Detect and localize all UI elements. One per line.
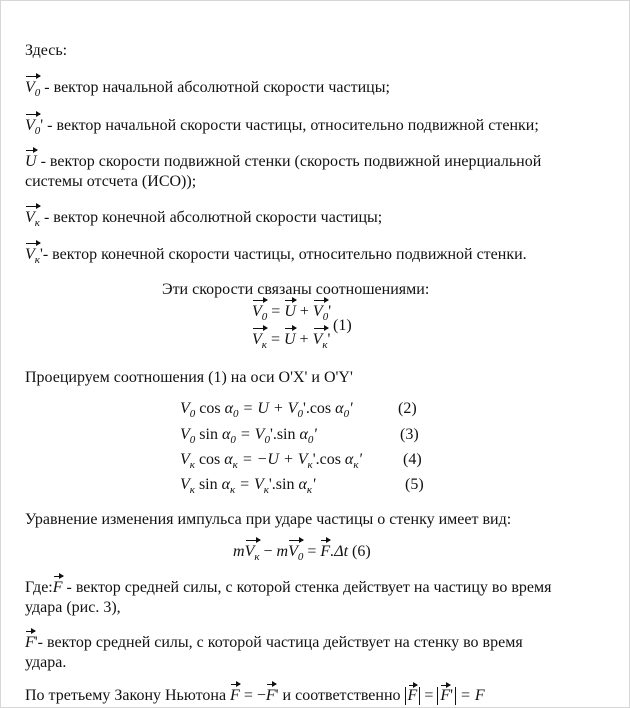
fprime-line: F'- вектор средней силы, с которой частица действует на стенку во время bbox=[25, 634, 523, 651]
equation-3-number: (3) bbox=[400, 426, 419, 443]
def-v0-prime-text: - вектор начальной скорости частицы, относительно подвижной стенки; bbox=[43, 117, 539, 134]
fprime-line-2: удара. bbox=[25, 654, 67, 671]
where-line: Где:F - вектор средней силы, с которой стенка действует на частицу во время bbox=[25, 579, 552, 596]
equation-5-number: (5) bbox=[405, 476, 424, 493]
def-v0-prime: $V_0'$ - вектор начальной скорости частицы, относительно подвижной стенки; bbox=[25, 117, 539, 137]
momentum-equation: $mV_к - mV_0 = F.\Delta t$ (6) bbox=[233, 543, 371, 563]
def-v0-text: - вектор начальной абсолютной скорости частицы; bbox=[40, 79, 390, 96]
equation-4: $V_к$ $\cos \alpha_к = -U + V_к'.\cos$ $\alpha_к'$ bbox=[180, 451, 362, 471]
system-line-1: $V_0 = U + V_0'$ bbox=[252, 303, 332, 323]
def-vk-prime: $V_к'-$ вектор конечной скорости частицы, относительно подвижной стенки. bbox=[25, 246, 527, 266]
vk-prime-vector-symbol: $V_к$ bbox=[25, 246, 40, 266]
def-vk-prime-text: - вектор конечной скорости частицы, относительно подвижной стенки. bbox=[42, 246, 527, 263]
newton-line: По третьему Закону Ньютона F = −F' и соответственно F = F' = F bbox=[25, 687, 485, 704]
f-prime-vector-symbol: F bbox=[25, 634, 35, 651]
def-vk bbox=[25, 208, 382, 228]
v0-vector-symbol: $V_0$ bbox=[25, 79, 41, 99]
system-line-2: $V_к = U + V_к'$ bbox=[252, 331, 331, 351]
relations-heading: Эти скорости связаны соотношениями: bbox=[162, 281, 430, 298]
where-line-2: удара (рис. 3), bbox=[25, 599, 121, 616]
equation-3: $V_0$ $\sin \alpha_0 = V_0'.\sin$ $\alpha_0'$ bbox=[180, 426, 317, 446]
def-u-text: - вектор скорости подвижной стенки (скорость подвижной инерциальной bbox=[36, 153, 542, 170]
def-v0 bbox=[25, 78, 390, 98]
def-u bbox=[25, 152, 541, 172]
f-vector-symbol: F bbox=[52, 579, 63, 596]
equation-5: $V_к$ $\sin \alpha_к = V_к'.\sin$ $\alpha_к'$ bbox=[180, 476, 316, 496]
momentum-text: Уравнение изменения импульса при ударе частицы о стенку имеет вид: bbox=[25, 511, 512, 528]
intro-text: Здесь: bbox=[25, 42, 68, 59]
projection-text: Проецируем соотношения (1) на оси O'X' и O'Y' bbox=[25, 369, 353, 386]
def-vk-text: - вектор конечной абсолютной скорости частицы; bbox=[39, 209, 383, 226]
equation-2: $V_0$ $\cos \alpha_0 = U + V_0'.\cos$ $\alpha_0'$ bbox=[180, 400, 353, 420]
v0-prime-vector-symbol: $V_0$ bbox=[25, 117, 41, 137]
def-u-line2: системы отсчета (ИСО)); bbox=[25, 173, 197, 190]
equation-4-number: (4) bbox=[403, 451, 422, 468]
u-vector-symbol: U bbox=[25, 153, 37, 170]
equation-2-number: (2) bbox=[398, 400, 417, 417]
system-number: (1) bbox=[333, 317, 352, 334]
vk-vector-symbol: $V_к$ bbox=[25, 209, 40, 229]
